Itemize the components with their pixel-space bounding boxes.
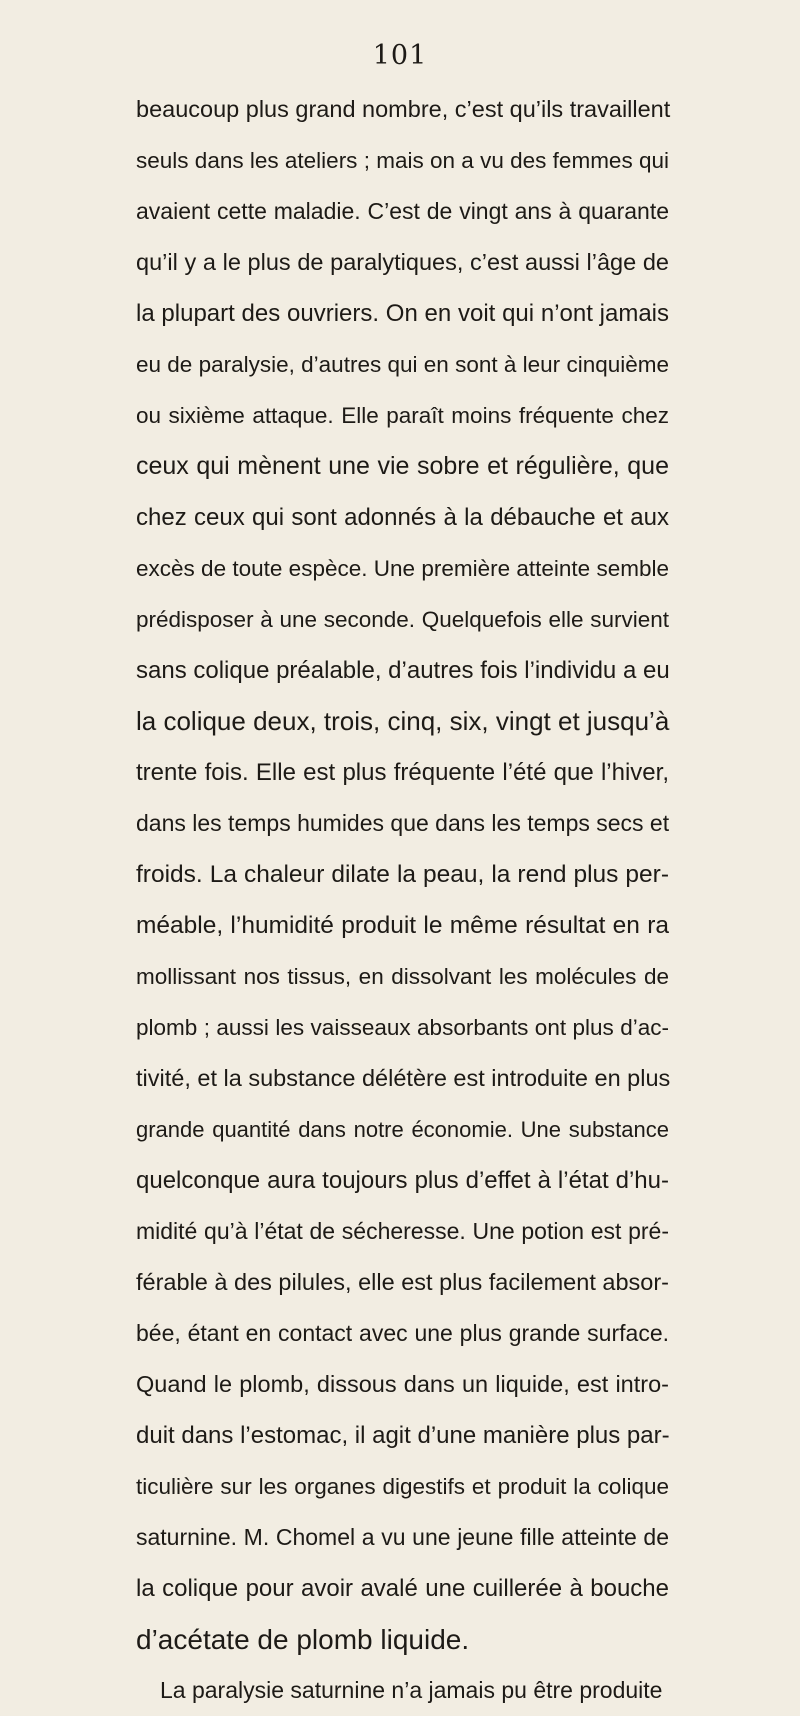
text-line: dans les temps humides que dans les temps secs et	[136, 810, 670, 836]
text-line: sans colique préalable, d’autres fois l’individu a eu	[136, 657, 670, 684]
text-line: excès de toute espèce. Une première atteinte semble	[136, 556, 669, 581]
text-line: eu de paralysie, d’autres qui en sont à leur cinquième	[136, 352, 669, 377]
text-line: ceux qui mènent une vie sobre et régulière, que	[136, 452, 669, 480]
text-line: la colique deux, trois, cinq, six, vingt et jusqu’à	[136, 706, 670, 736]
text-line: trente fois. Elle est plus fréquente l’été que l’hiver,	[136, 759, 669, 786]
text-line: Quand le plomb, dissous dans un liquide, est intro-	[136, 1371, 669, 1397]
text-line: La paralysie saturnine n’a jamais pu être produite	[160, 1677, 663, 1703]
text-line: tivité, et la substance délétère est introduite en plus	[136, 1065, 671, 1091]
text-line: méable, l’humidité produit le même résultat en ra	[136, 912, 669, 939]
page-number: 101	[372, 40, 428, 71]
text-line: mollissant nos tissus, en dissolvant les molécules de	[136, 964, 669, 989]
text-line: qu’il y a le plus de paralytiques, c’est aussi l’âge de	[136, 249, 669, 275]
text-line: seuls dans les ateliers ; mais on a vu des femmes qui	[136, 148, 669, 173]
text-line: midité qu’à l’état de sécheresse. Une potion est pré-	[136, 1218, 669, 1244]
text-line: froids. La chaleur dilate la peau, la rend plus per-	[136, 861, 669, 888]
text-line: quelconque aura toujours plus d’effet à l’état d’hu-	[136, 1167, 669, 1194]
text-line: férable à des pilules, elle est plus facilement absor-	[136, 1269, 669, 1295]
text-block	[136, 84, 669, 1716]
text-line: ou sixième attaque. Elle paraît moins fréquente chez	[136, 403, 669, 428]
text-line: la colique pour avoir avalé une cuillerée à bouche	[136, 1575, 669, 1602]
text-line: beaucoup plus grand nombre, c’est qu’ils travaillent	[136, 96, 671, 122]
text-line: bée, étant en contact avec une plus grande surface.	[136, 1320, 669, 1346]
text-line: duit dans l’estomac, il agit d’une manière plus par-	[136, 1422, 670, 1449]
text-line: avaient cette maladie. C’est de vingt ans à quarante	[136, 198, 669, 224]
text-line: ticulière sur les organes digestifs et produit la colique	[136, 1474, 669, 1499]
text-line: prédisposer à une seconde. Quelquefois elle survient	[136, 607, 669, 632]
text-line: grande quantité dans notre économie. Une substance	[136, 1117, 669, 1142]
text-line: la plupart des ouvriers. On en voit qui n’ont jamais	[136, 300, 669, 327]
text-line: d’acétate de plomb liquide.	[136, 1624, 470, 1655]
text-line: chez ceux qui sont adonnés à la débauche et aux	[136, 504, 669, 531]
text-line: saturnine. M. Chomel a vu une jeune fille atteinte de	[136, 1524, 669, 1550]
text-line: plomb ; aussi les vaisseaux absorbants ont plus d’ac-	[136, 1015, 669, 1040]
